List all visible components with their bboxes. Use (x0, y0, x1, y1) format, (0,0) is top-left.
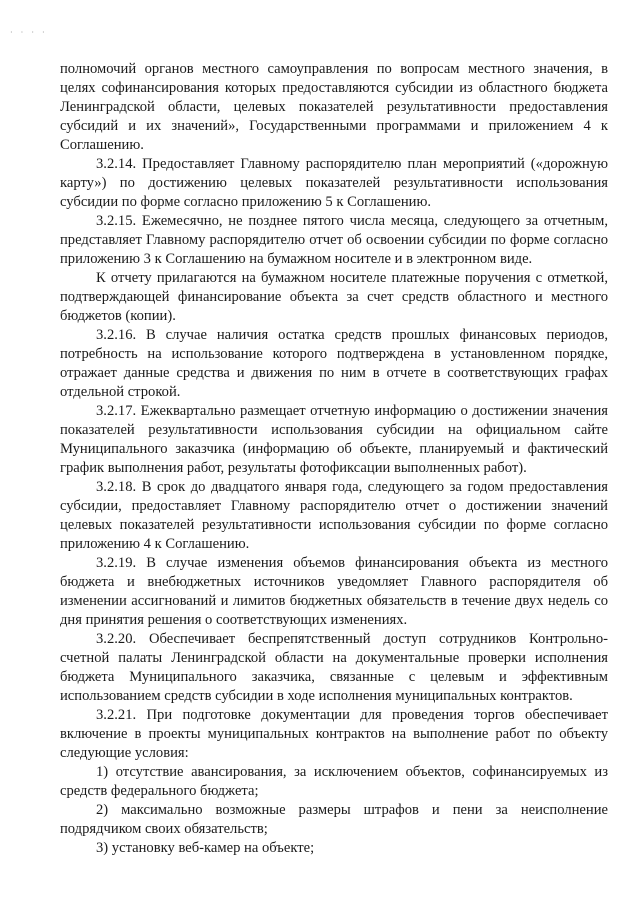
paragraph-continuation: полномочий органов местного самоуправления по вопросам местного значения, в целях софинансирования которых предоставляются субсидии из областного бюджета Ленинградской области, целевых показателей результативности предоставления субсидий и их значений», Государственными программами и приложением 4 к Соглашению. (60, 61, 608, 153)
paragraph-3-2-20: 3.2.20. Обеспечивает беспрепятственный доступ сотрудников Контрольно-счетной палаты Ленинградской области на документальные проверки исполнения бюджета Муниципального заказчика, связанные с целевым и эффективным использованием средств субсидии в ходе исполнения муниципальных контрактов. (60, 631, 608, 704)
paragraph-3-2-21: 3.2.21. При подготовке документации для проведения торгов обеспечивает включение в проекты муниципальных контрактов на выполнение работ по объекту следующие условия: (60, 707, 608, 761)
list-item-1: 1) отсутствие авансирования, за исключением объектов, софинансируемых из средств федерального бюджета; (60, 764, 608, 799)
paragraph-3-2-19: 3.2.19. В случае изменения объемов финансирования объекта из местного бюджета и внебюджетных источников уведомляет Главного распорядителя об изменении ассигнований и лимитов бюджетных обязательств в течение двух недель со дня принятия решения о соответствующих изменениях. (60, 555, 608, 628)
paragraph-3-2-18: 3.2.18. В срок до двадцатого января года, следующего за годом предоставления субсидии, предоставляет Главному распорядителю отчет о достижении значений целевых показателей результативности использования субсидии по форме согласно приложению 4 к Соглашению. (60, 479, 608, 552)
scan-marks: · · · · (10, 28, 48, 37)
list-item-2: 2) максимально возможные размеры штрафов и пени за неисполнение подрядчиком своих обязательств; (60, 802, 608, 837)
paragraph-3-2-14: 3.2.14. Предоставляет Главному распорядителю план мероприятий («дорожную карту») по достижению целевых показателей результативности использования субсидии по форме согласно приложению 5 к Соглашению. (60, 156, 608, 210)
paragraph-3-2-17: 3.2.17. Ежеквартально размещает отчетную информацию о достижении значения показателей результативности использования субсидии на официальном сайте Муниципального заказчика (информацию об объекте, планируемый и фактический график выполнения работ, результаты фотофиксации выполненных работ). (60, 403, 608, 476)
document-page (60, 60, 608, 858)
paragraph-report-attachment: К отчету прилагаются на бумажном носителе платежные поручения с отметкой, подтверждающей финансирование объекта за счет средств областного и местного бюджетов (копии). (60, 270, 608, 324)
list-item-3: 3) установку веб-камер на объекте; (96, 840, 315, 856)
paragraph-3-2-15: 3.2.15. Ежемесячно, не позднее пятого числа месяца, следующего за отчетным, представляет Главному распорядителю отчет об освоении субсидии по форме согласно приложению 3 к Соглашению на бумажном носителе и в электронном виде. (60, 213, 608, 267)
paragraph-3-2-16: 3.2.16. В случае наличия остатка средств прошлых финансовых периодов, потребность на использование которого подтверждена в установленном порядке, отражает данные средства и движения по ним в отчете в соответствующих графах отдельной строкой. (60, 327, 608, 400)
